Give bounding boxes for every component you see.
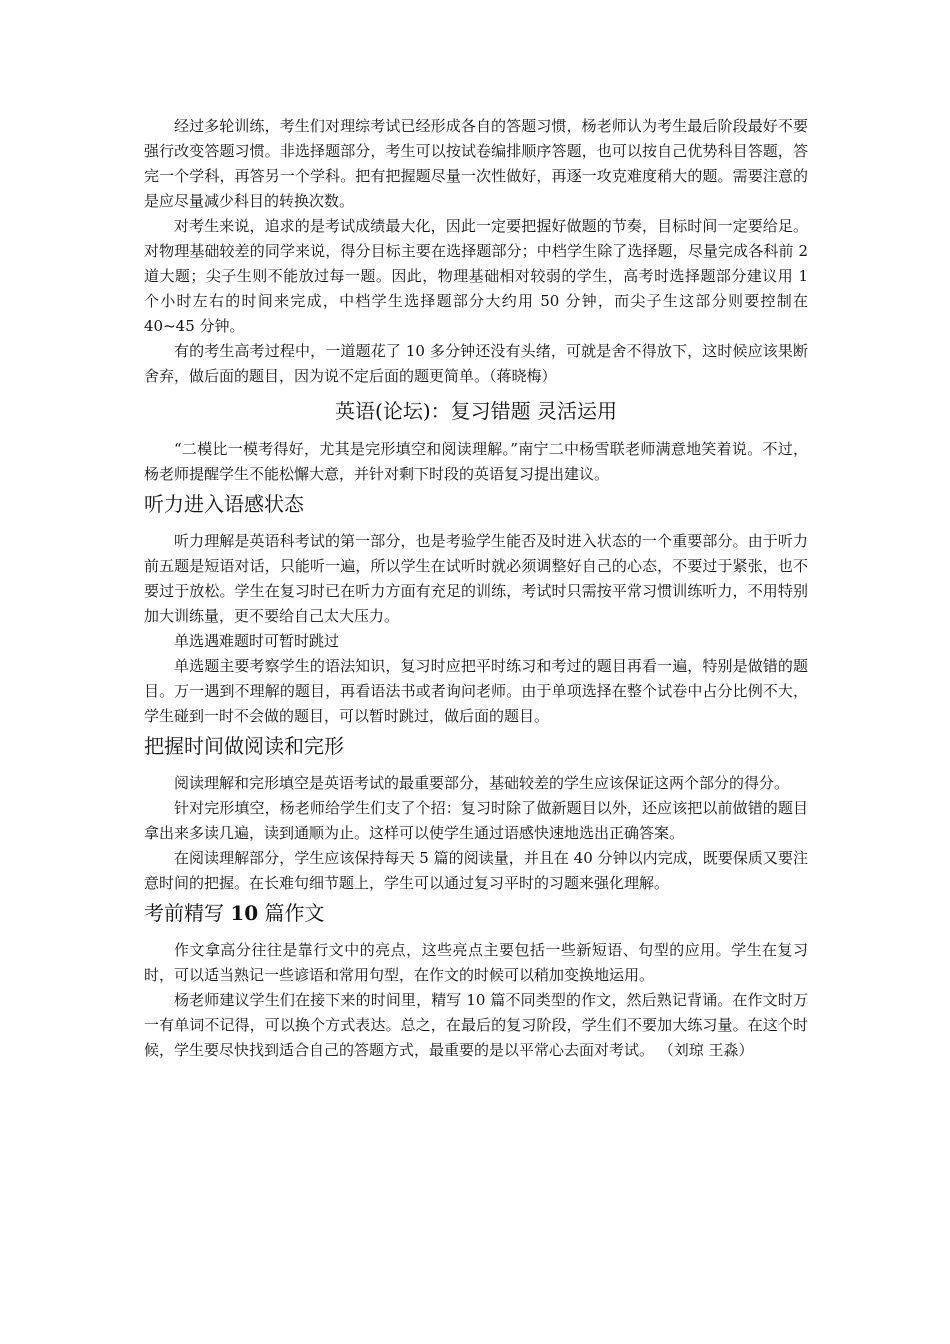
heading-number: 10 bbox=[230, 901, 259, 925]
section-heading-reading: 把握时间做阅读和完形 bbox=[144, 734, 344, 758]
heading-text: 篇作文 bbox=[258, 901, 325, 925]
paragraph: 阅读理解和完形填空是英语考试的最重要部分，基础较差的学生应该保证这两个部分的得分。 bbox=[174, 774, 790, 792]
paragraph: 单选题主要考察学生的语法知识，复习时应把平时练习和考过的题目再看一遍，特别是做错的题目。万一遇到不理解的题目，再看语法书或者询问老师。由于单项选择在整个试卷中占分比例不大，学生碰到一时不会做的题目，可以暂时跳过，做后面的题目。 bbox=[144, 657, 808, 725]
paragraph: 听力理解是英语科考试的第一部分，也是考验学生能否及时进入状态的一个重要部分。由于听力前五题是短语对话，只能听一遍，所以学生在试听时就必须调整好自己的心态，不要过于紧张，也不要过于放松。学生在复习时已在听力方面有充足的训练，考试时只需按平常习惯训练听力，不用特别加大训练量，更不要给自己太大压力。 bbox=[144, 532, 808, 625]
section-heading-listening: 听力进入语感状态 bbox=[144, 492, 304, 516]
paragraph: 作文拿高分往往是靠行文中的亮点，这些亮点主要包括一些新短语、句型的应用。学生在复习时，可以适当熟记一些谚语和常用句型，在作文的时候可以稍加变换地运用。 bbox=[144, 941, 808, 984]
article-title: 英语(论坛)：复习错题 灵活运用 bbox=[335, 399, 617, 423]
paragraph: 对考生来说，追求的是考试成绩最大化，因此一定要把握好做题的节奏，目标时间一定要给足。对物理基础较差的同学来说，得分目标主要在选择题部分；中档学生除了选择题，尽量完成各科前 2 道大题；尖子生则不能放过每一题。因此，物理基础相对较弱的学生，高考时选择题部分建议用 1 个小时左右的时间来完成，中档学生选择题部分大约用 50 分钟，而尖子生这部分则要控制在 40~45 分钟。 bbox=[144, 217, 808, 335]
paragraph: 经过多轮训练，考生们对理综考试已经形成各自的答题习惯，杨老师认为考生最后阶段最好不要强行改变答题习惯。非选择题部分，考生可以按试卷编排顺序答题，也可以按自己优势科目答题，答完一个学科，再答另一个学科。把有把握题尽量一次性做好，再逐一攻克难度稍大的题。需要注意的是应尽量减少科目的转换次数。 bbox=[144, 117, 808, 210]
subheading-single-choice: 单选遇难题时可暂时跳过 bbox=[174, 632, 340, 650]
paragraph: 针对完形填空，杨老师给学生们支了个招：复习时除了做新题目以外，还应该把以前做错的题目拿出来多读几遍，读到通顺为止。这样可以使学生通过语感快速地选出正确答案。 bbox=[144, 799, 808, 842]
paragraph: 在阅读理解部分，学生应该保持每天 5 篇的阅读量，并且在 40 分钟以内完成，既要保质又要注意时间的把握。在长难句细节题上，学生可以通过复习平时的习题来强化理解。 bbox=[144, 849, 808, 892]
document-page bbox=[144, 114, 808, 1063]
section-heading-writing bbox=[144, 899, 808, 927]
paragraph: 有的考生高考过程中，一道题花了 10 多分钟还没有头绪，可就是舍不得放下，这时候应该果断舍弃，做后面的题目，因为说不定后面的题更简单。（蒋晓梅） bbox=[144, 342, 808, 385]
heading-text: 考前精写 bbox=[144, 901, 231, 925]
paragraph: 杨老师建议学生们在接下来的时间里，精写 10 篇不同类型的作文，然后熟记背诵。在作文时万一有单词不记得，可以换个方式表达。总之，在最后的复习阶段，学生们不要加大练习量。在这个时候，学生要尽快找到适合自己的答题方式，最重要的是以平常心去面对考试。 （刘琼 王淼） bbox=[144, 991, 808, 1059]
intro-paragraph: “二模比一模考得好，尤其是完形填空和阅读理解。”南宁二中杨雪联老师满意地笑着说。不过，杨老师提醒学生不能松懈大意，并针对剩下时段的英语复习提出建议。 bbox=[144, 440, 808, 483]
